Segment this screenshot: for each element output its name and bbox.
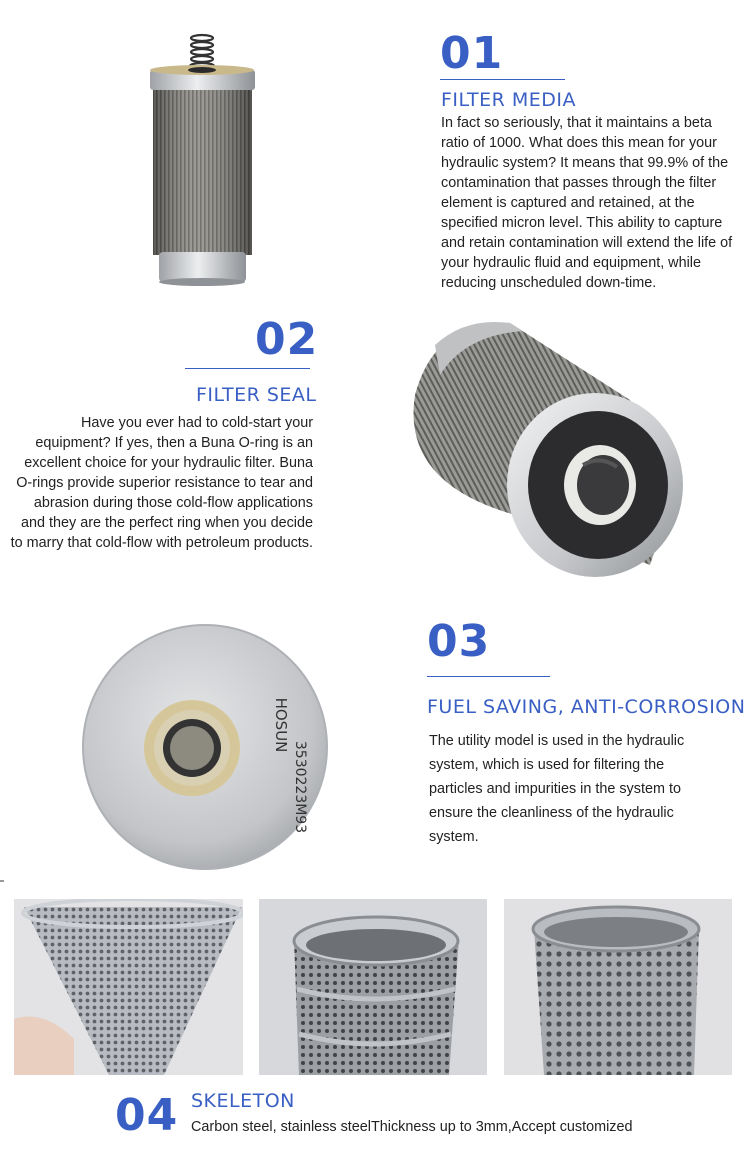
section-03-title: FUEL SAVING, ANTI-CORROSION [427, 696, 746, 718]
divider-mark [0, 880, 4, 882]
filter-endcap-image [80, 622, 330, 872]
section-04-text: Carbon steel, stainless steelThickness up to 3mm,Accept customized [191, 1119, 633, 1135]
section-02-number: 02 [255, 314, 319, 365]
section-03-divider [427, 676, 550, 677]
filter-cartridge-seal-image [395, 315, 695, 580]
endcap-brand-print: HOSUN [272, 697, 290, 753]
section-02-divider [185, 368, 310, 369]
section-02-text: Have you ever had to cold-start your equipment? If yes, then a Buna O-ring is an excellent choice for your hydraulic filter. Buna O-rings provide superior resistance to tear and abrasion during those cold-flow applications and they are the perfect ring when you decide to marry that cold-flow with petroleum products. [10, 415, 313, 551]
section-03-number: 03 [427, 616, 491, 667]
section-01-text: In fact so seriously, that it maintains a beta ratio of 1000. What does this mean for your hydraulic system? It means that 99.9% of the contamination that passes through the filter element is captured and retained, at the specified micron level. This ability to capture and retain contamination will extend the life of your hydraulic fluid and equipment, while reducing unscheduled down-time. [441, 115, 733, 291]
skeleton-photo-rings [259, 899, 487, 1075]
section-01-title: FILTER MEDIA [441, 89, 576, 111]
skeleton-photo-cylinder [504, 899, 732, 1075]
section-01-divider [440, 79, 565, 80]
section-04-number: 04 [115, 1090, 179, 1141]
endcap-part-number-print: 3530223M93 [292, 740, 308, 834]
section-02-title: FILTER SEAL [196, 384, 317, 406]
section-01-number: 01 [440, 28, 504, 79]
section-04-title: SKELETON [191, 1090, 295, 1112]
pleated-filter-cartridge-image [140, 30, 265, 290]
skeleton-photo-cone [14, 899, 243, 1075]
section-03-text: The utility model is used in the hydraulic system, which is used for filtering the particles and impurities in the system to ensure the cleanliness of the hydraulic system. [429, 733, 685, 845]
